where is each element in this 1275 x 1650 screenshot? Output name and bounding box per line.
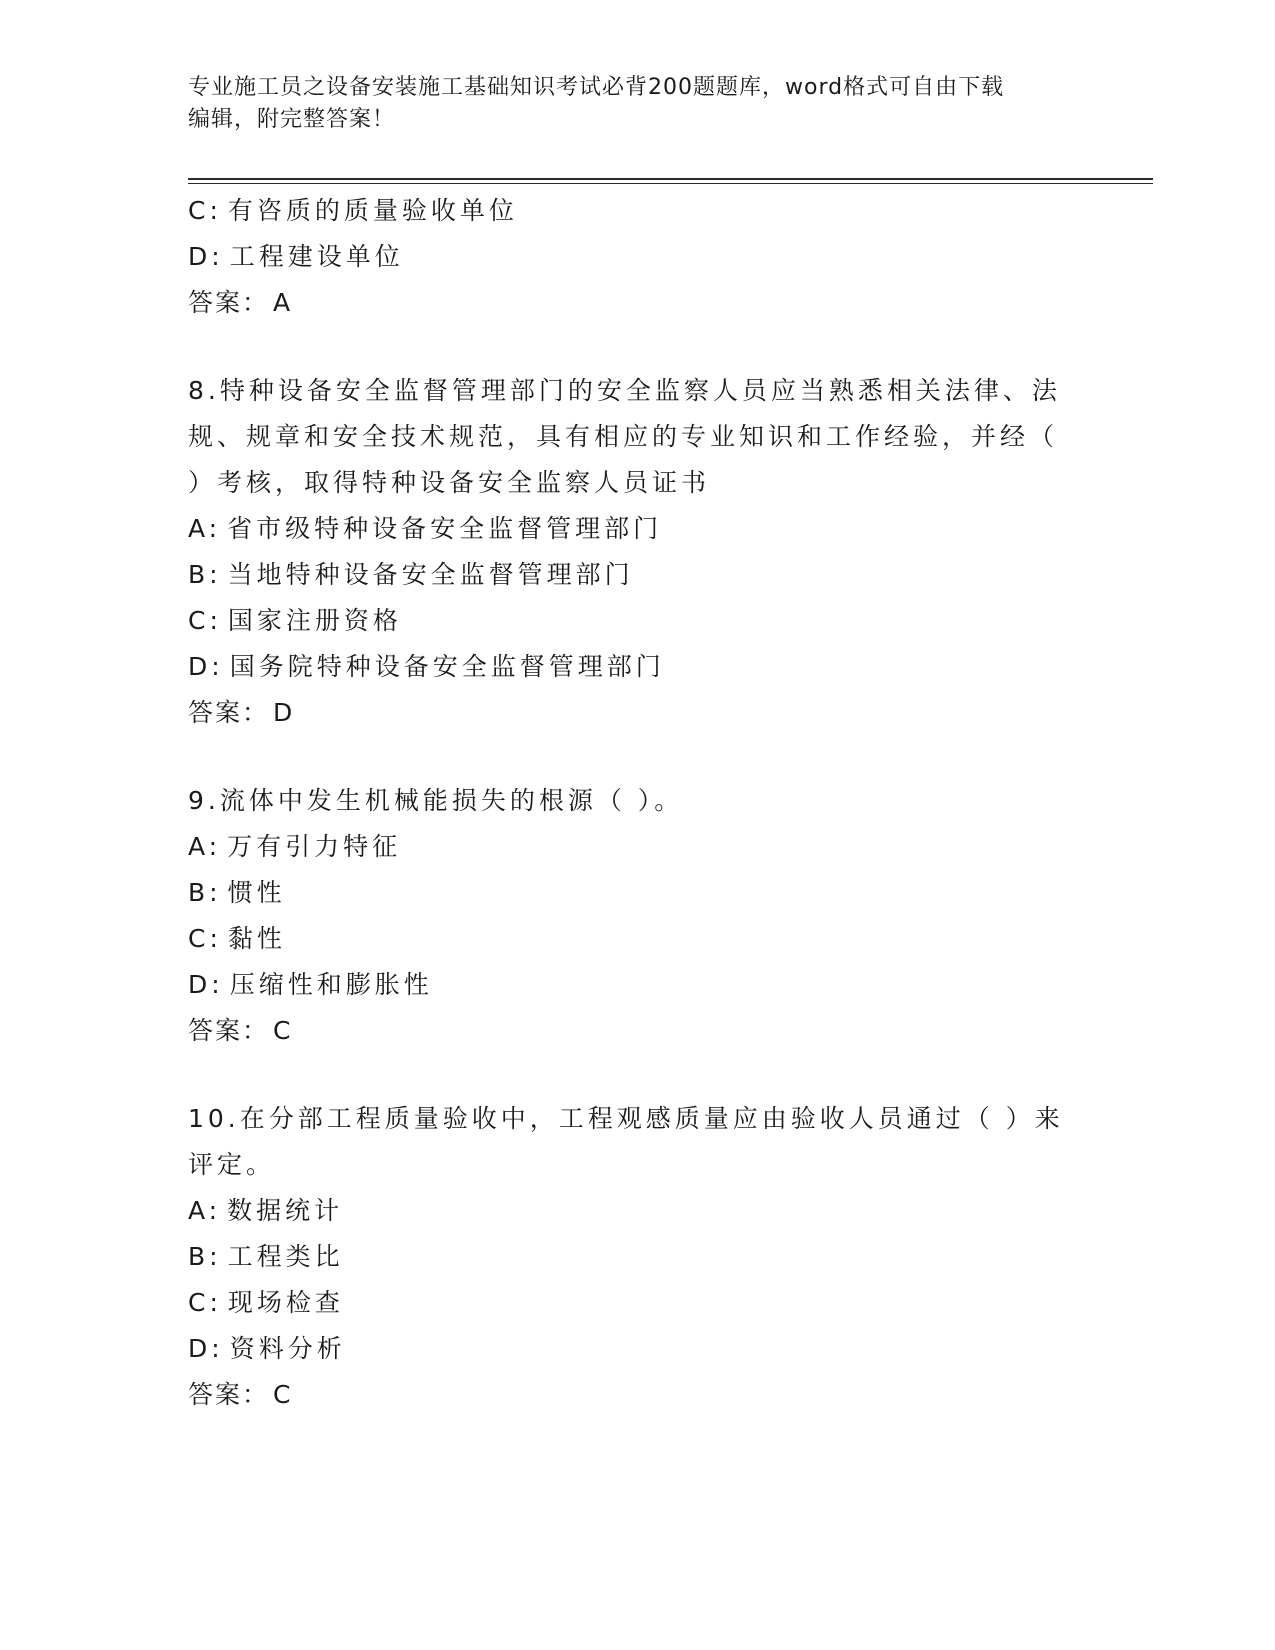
answer-value: C	[273, 1016, 293, 1045]
option-key: C:	[188, 924, 222, 953]
option-text: 当地特种设备安全监督管理部门	[227, 560, 634, 589]
answer-line	[188, 280, 1068, 326]
question-stem-line: 10.在分部工程质量验收中，工程观感质量应由验收人员通过（ ）来	[188, 1104, 1064, 1133]
question-stem-line: 规、规章和安全技术规范，具有相应的专业知识和工作经验，并经（	[188, 422, 1059, 451]
option-b	[188, 870, 1068, 916]
question-7-tail	[188, 188, 1068, 326]
option-key: D:	[188, 652, 224, 681]
answer-value: C	[273, 1380, 293, 1409]
option-a	[188, 1188, 1068, 1234]
option-text: 现场检查	[227, 1288, 344, 1317]
option-d	[188, 644, 1068, 690]
option-text: 万有引力特征	[227, 832, 402, 861]
option-key: B:	[188, 560, 222, 589]
option-key: D:	[188, 1334, 224, 1363]
option-text: 有咨质的质量验收单位	[227, 196, 518, 225]
answer-label: 答案：	[188, 1380, 270, 1409]
option-c	[188, 188, 1068, 234]
option-c	[188, 1280, 1068, 1326]
question-stem-line: 8.特种设备安全监督管理部门的安全监察人员应当熟悉相关法律、法	[188, 376, 1061, 405]
answer-label: 答案：	[188, 698, 270, 727]
option-text: 国务院特种设备安全监督管理部门	[229, 652, 665, 681]
question-9	[188, 778, 1068, 1054]
option-d	[188, 962, 1068, 1008]
option-text: 惯性	[227, 878, 286, 907]
option-text: 工程建设单位	[229, 242, 404, 271]
question-8	[188, 368, 1068, 736]
option-key: A:	[188, 514, 222, 543]
option-b	[188, 552, 1068, 598]
option-text: 数据统计	[227, 1196, 344, 1225]
answer-line	[188, 690, 1068, 736]
option-text: 国家注册资格	[227, 606, 402, 635]
option-a	[188, 824, 1068, 870]
answer-value: D	[273, 698, 295, 727]
option-c	[188, 916, 1068, 962]
answer-line	[188, 1372, 1068, 1418]
document-body	[188, 188, 1068, 1418]
option-key: D:	[188, 970, 224, 999]
option-key: B:	[188, 878, 222, 907]
option-text: 黏性	[227, 924, 286, 953]
header-divider-thick	[188, 178, 1153, 180]
option-key: C:	[188, 196, 222, 225]
option-key: A:	[188, 832, 222, 861]
answer-line	[188, 1008, 1068, 1054]
document-header	[188, 72, 1088, 136]
header-line-2: 编辑，附完整答案！	[188, 107, 396, 132]
header-divider-thin	[188, 183, 1153, 184]
option-key: D:	[188, 242, 224, 271]
answer-label: 答案：	[188, 1016, 270, 1045]
option-a	[188, 506, 1068, 552]
question-10	[188, 1096, 1068, 1418]
option-b	[188, 1234, 1068, 1280]
question-stem-line: 9.流体中发生机械能损失的根源（ ）。	[188, 786, 684, 815]
option-text: 工程类比	[227, 1242, 344, 1271]
option-key: A:	[188, 1196, 222, 1225]
header-line-1: 专业施工员之设备安装施工基础知识考试必背200题题库，word格式可自由下载	[188, 75, 1005, 100]
option-key: C:	[188, 1288, 222, 1317]
option-d	[188, 234, 1068, 280]
option-d	[188, 1326, 1068, 1372]
option-key: B:	[188, 1242, 222, 1271]
question-stem-line: ）考核，取得特种设备安全监察人员证书	[188, 468, 711, 497]
option-key: C:	[188, 606, 222, 635]
question-stem-line: 评定。	[188, 1150, 276, 1179]
option-text: 资料分析	[229, 1334, 346, 1363]
option-text: 压缩性和膨胀性	[229, 970, 433, 999]
answer-value: A	[273, 288, 293, 317]
option-text: 省市级特种设备安全监督管理部门	[227, 514, 663, 543]
answer-label: 答案：	[188, 288, 270, 317]
option-c	[188, 598, 1068, 644]
